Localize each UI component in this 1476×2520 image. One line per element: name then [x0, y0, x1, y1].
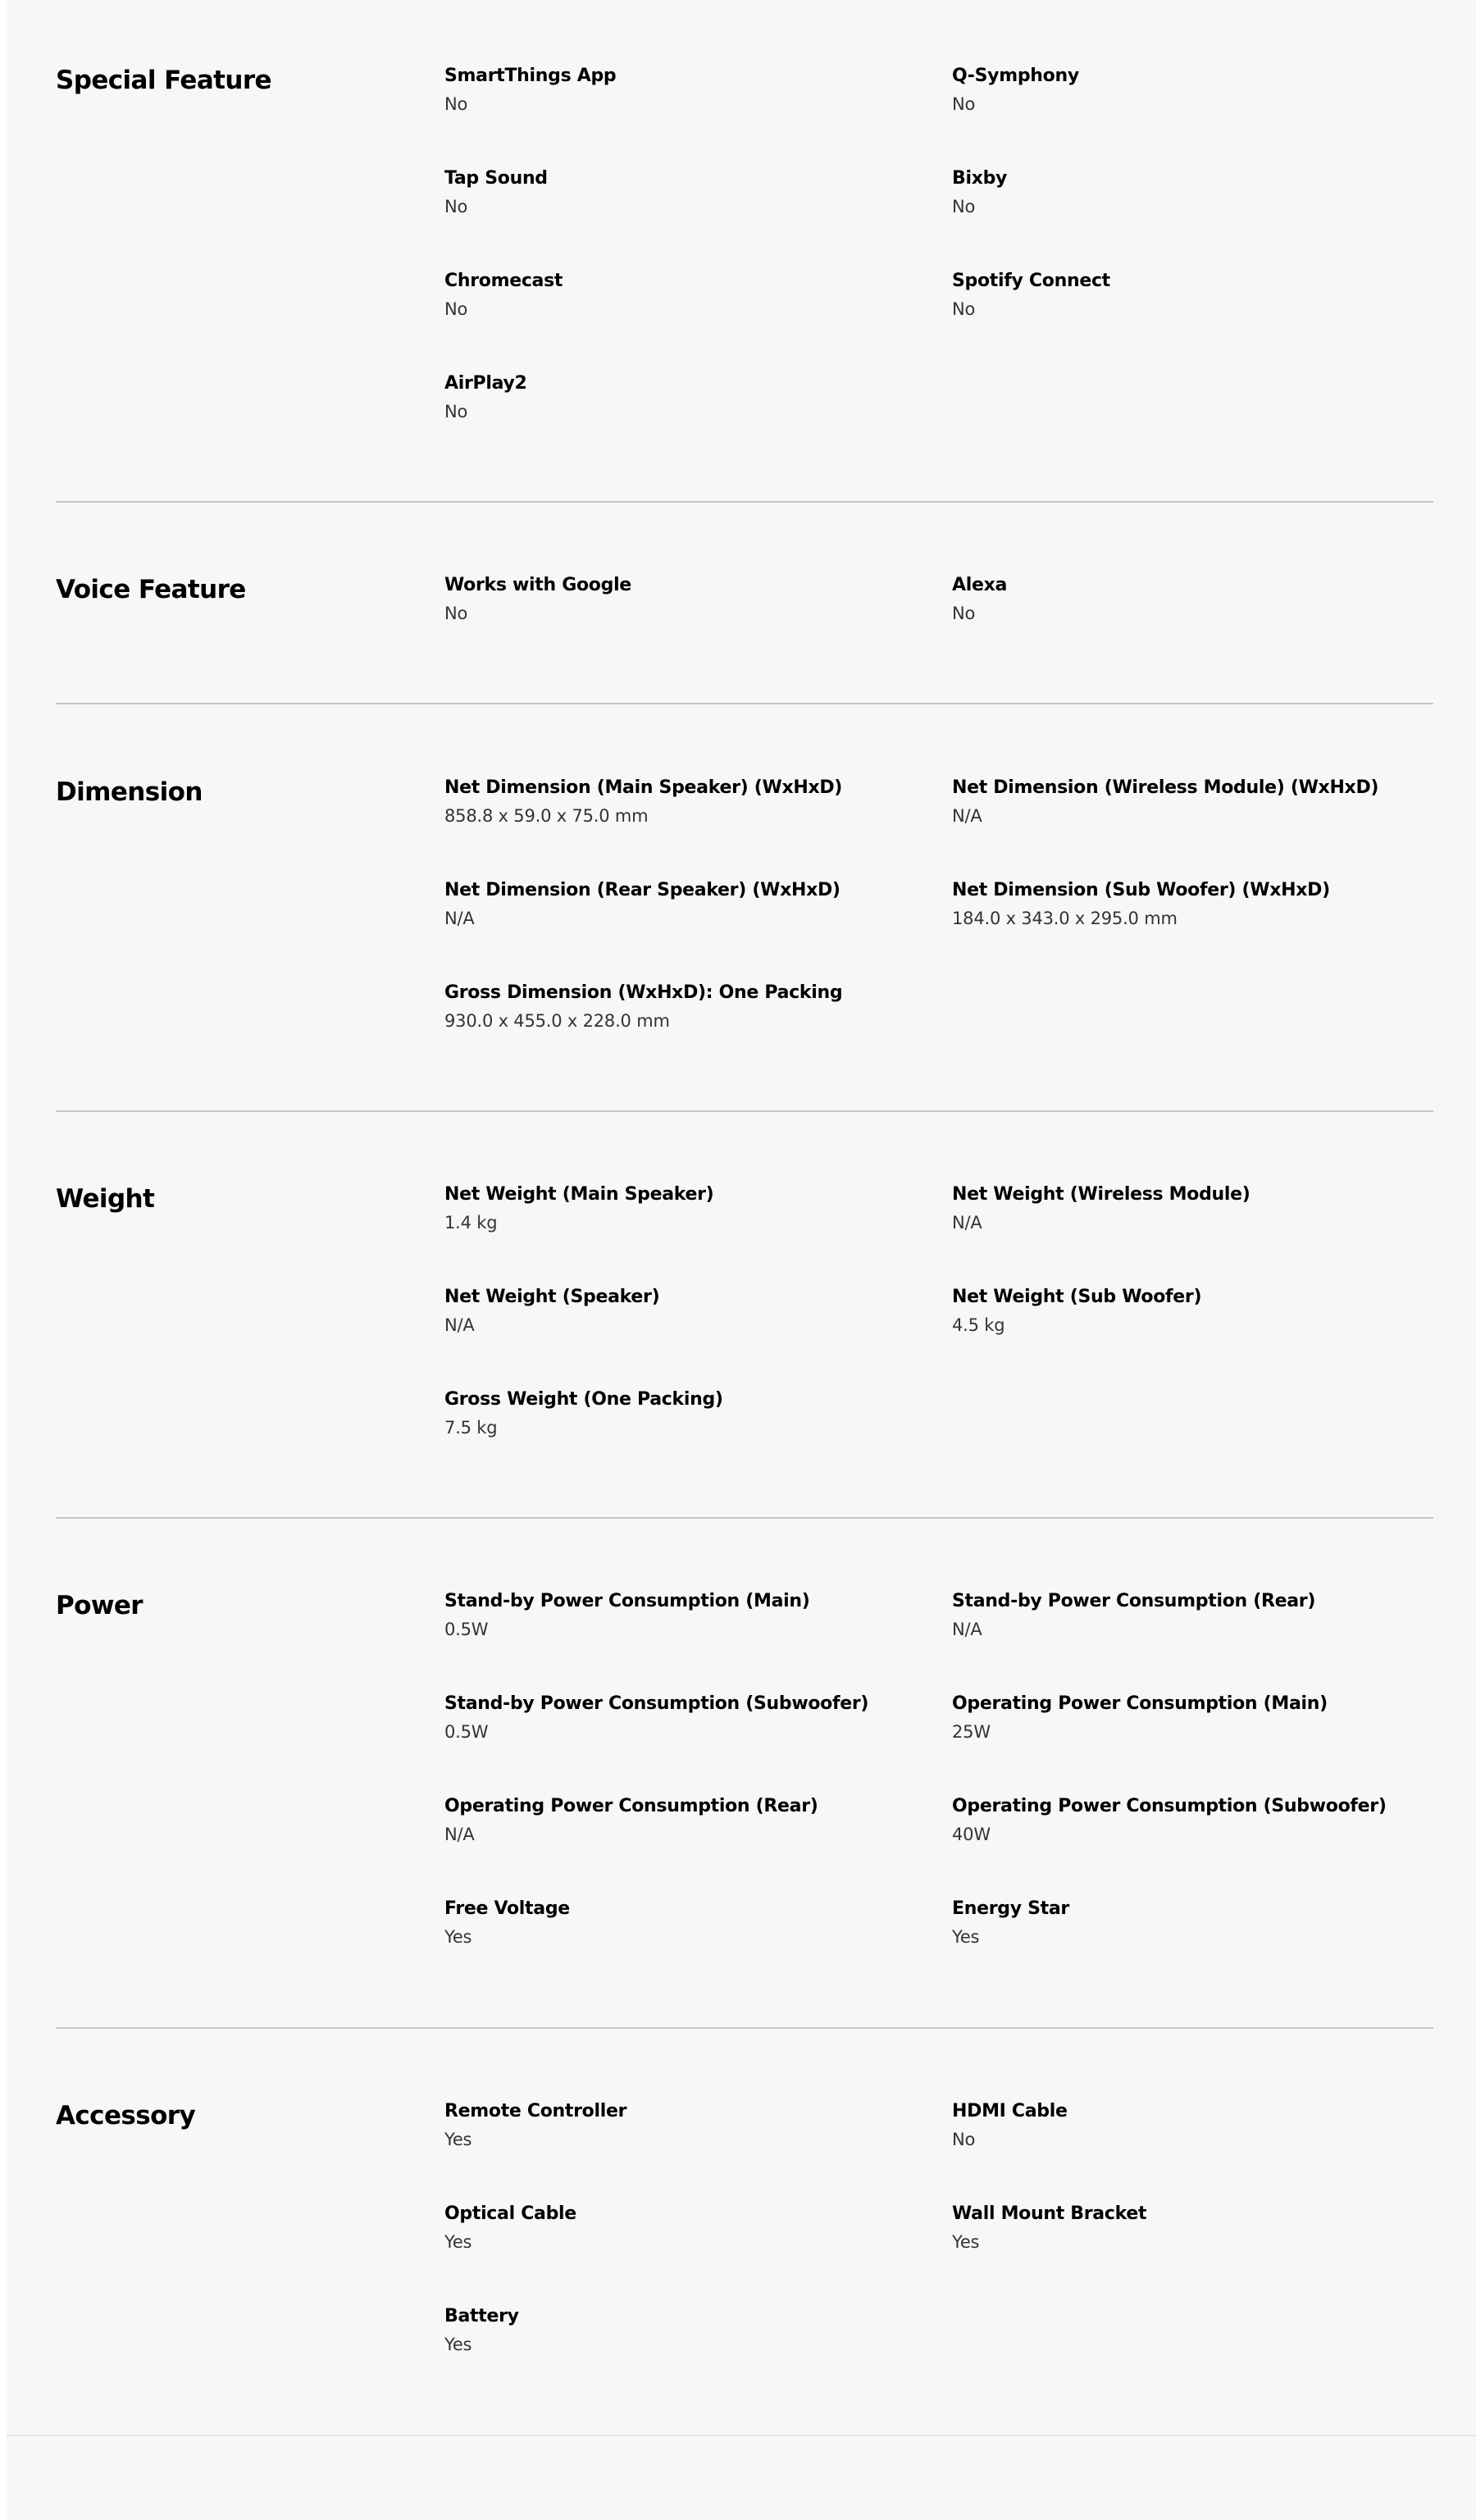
- spec-label: Operating Power Consumption (Main): [952, 1693, 1328, 1714]
- section-title: Special Feature: [56, 66, 271, 95]
- section-divider: [56, 703, 1433, 704]
- spec-label: Stand-by Power Consumption (Rear): [952, 1591, 1316, 1611]
- spec-item-gross-weight: [444, 1389, 936, 1438]
- spec-item-free-voltage: [444, 1898, 936, 1948]
- spec-value: 184.0 x 343.0 x 295.0 mm: [952, 909, 1178, 928]
- spec-value: No: [444, 94, 468, 114]
- spec-item-standby-power-main: [444, 1591, 936, 1640]
- spec-label: Remote Controller: [444, 2101, 627, 2121]
- spec-value: N/A: [952, 806, 982, 826]
- spec-item-remote-controller: [444, 2101, 936, 2150]
- spec-label: Energy Star: [952, 1898, 1069, 1919]
- spec-label: HDMI Cable: [952, 2101, 1068, 2121]
- section-divider: [56, 501, 1433, 503]
- spec-label: Spotify Connect: [952, 271, 1110, 291]
- spec-value: 0.5W: [444, 1722, 489, 1742]
- spec-value: Yes: [444, 2130, 472, 2149]
- spec-item-net-dimension-wireless-module: [952, 777, 1444, 827]
- spec-value: N/A: [444, 909, 475, 928]
- spec-value: 40W: [952, 1825, 991, 1844]
- spec-value: No: [444, 197, 468, 216]
- spec-item-net-weight-sub-woofer: [952, 1287, 1444, 1336]
- spec-value: No: [444, 299, 468, 319]
- spec-value: No: [952, 299, 976, 319]
- spec-label: Wall Mount Bracket: [952, 2203, 1147, 2224]
- section-divider: [56, 1517, 1433, 1519]
- spec-item-battery: [444, 2306, 936, 2355]
- spec-value: Yes: [952, 2232, 980, 2252]
- spec-label: Net Dimension (Rear Speaker) (WxHxD): [444, 880, 840, 900]
- spec-item-energy-star: [952, 1898, 1444, 1948]
- spec-value: No: [952, 94, 976, 114]
- spec-item-net-weight-main-speaker: [444, 1184, 936, 1233]
- spec-item-hdmi-cable: [952, 2101, 1444, 2150]
- spec-label: Net Weight (Sub Woofer): [952, 1287, 1202, 1307]
- spec-label: Gross Weight (One Packing): [444, 1389, 723, 1410]
- spec-label: Optical Cable: [444, 2203, 576, 2224]
- spec-item-net-weight-wireless-module: [952, 1184, 1444, 1233]
- spec-label: Stand-by Power Consumption (Main): [444, 1591, 810, 1611]
- spec-item-tap-sound: [444, 168, 936, 217]
- spec-item-q-symphony: [952, 66, 1444, 115]
- spec-value: Yes: [444, 1927, 472, 1947]
- spec-item-operating-power-rear: [444, 1796, 936, 1845]
- section-title: Accessory: [56, 2101, 196, 2130]
- spec-label: Tap Sound: [444, 168, 548, 189]
- spec-value: No: [444, 402, 468, 422]
- spec-item-bixby: [952, 168, 1444, 217]
- spec-label: Net Weight (Wireless Module): [952, 1184, 1250, 1205]
- spec-value: N/A: [952, 1213, 982, 1233]
- spec-label: Net Dimension (Main Speaker) (WxHxD): [444, 777, 843, 798]
- spec-value: N/A: [444, 1825, 475, 1844]
- spec-item-standby-power-rear: [952, 1591, 1444, 1640]
- spec-item-optical-cable: [444, 2203, 936, 2253]
- spec-item-net-dimension-main-speaker: [444, 777, 936, 827]
- spec-label: Chromecast: [444, 271, 563, 291]
- spec-value: Yes: [444, 2232, 472, 2252]
- spec-label: Bixby: [952, 168, 1008, 189]
- spec-value: No: [952, 197, 976, 216]
- spec-label: SmartThings App: [444, 66, 617, 86]
- section-title: Voice Feature: [56, 575, 246, 604]
- spec-label: Net Dimension (Wireless Module) (WxHxD): [952, 777, 1379, 798]
- section-title: Dimension: [56, 777, 203, 807]
- spec-item-standby-power-subwoofer: [444, 1693, 936, 1743]
- spec-label: Works with Google: [444, 575, 631, 595]
- spec-item-spotify-connect: [952, 271, 1444, 320]
- spec-label: Gross Dimension (WxHxD): One Packing: [444, 982, 843, 1003]
- section-title: Weight: [56, 1184, 155, 1214]
- spec-value: No: [952, 604, 976, 623]
- spec-value: 7.5 kg: [444, 1418, 498, 1438]
- spec-value: 25W: [952, 1722, 991, 1742]
- spec-item-airplay2: [444, 373, 936, 422]
- spec-label: Net Weight (Main Speaker): [444, 1184, 714, 1205]
- spec-value: No: [952, 2130, 976, 2149]
- spec-item-smartthings-app: [444, 66, 936, 115]
- spec-item-wall-mount-bracket: [952, 2203, 1444, 2253]
- spec-label: Free Voltage: [444, 1898, 570, 1919]
- spec-label: Q-Symphony: [952, 66, 1079, 86]
- spec-value: 1.4 kg: [444, 1213, 498, 1233]
- spec-item-net-dimension-sub-woofer: [952, 880, 1444, 929]
- spec-item-works-with-google: [444, 575, 936, 624]
- spec-label: Operating Power Consumption (Rear): [444, 1796, 818, 1816]
- section-title: Power: [56, 1591, 143, 1620]
- spec-value: Yes: [444, 2335, 472, 2354]
- spec-item-chromecast: [444, 271, 936, 320]
- spec-value: 930.0 x 455.0 x 228.0 mm: [444, 1011, 670, 1031]
- spec-value: N/A: [952, 1620, 982, 1639]
- spec-label: Net Weight (Speaker): [444, 1287, 660, 1307]
- spec-item-net-weight-speaker: [444, 1287, 936, 1336]
- spec-label: Battery: [444, 2306, 519, 2326]
- spec-label: Stand-by Power Consumption (Subwoofer): [444, 1693, 869, 1714]
- spec-value: N/A: [444, 1315, 475, 1335]
- spec-label: Alexa: [952, 575, 1008, 595]
- section-divider: [56, 2027, 1433, 2029]
- spec-label: Net Dimension (Sub Woofer) (WxHxD): [952, 880, 1330, 900]
- spec-value: Yes: [952, 1927, 980, 1947]
- spec-item-operating-power-subwoofer: [952, 1796, 1444, 1845]
- spec-value: 858.8 x 59.0 x 75.0 mm: [444, 806, 649, 826]
- spec-item-alexa: [952, 575, 1444, 624]
- footer-divider: [7, 2435, 1476, 2436]
- specs-page: [7, 0, 1476, 2520]
- spec-value: 4.5 kg: [952, 1315, 1005, 1335]
- spec-item-gross-dimension: [444, 982, 936, 1032]
- spec-item-operating-power-main: [952, 1693, 1444, 1743]
- spec-value: 0.5W: [444, 1620, 489, 1639]
- spec-label: Operating Power Consumption (Subwoofer): [952, 1796, 1387, 1816]
- spec-value: No: [444, 604, 468, 623]
- section-divider: [56, 1110, 1433, 1112]
- spec-label: AirPlay2: [444, 373, 527, 394]
- spec-item-net-dimension-rear-speaker: [444, 880, 936, 929]
